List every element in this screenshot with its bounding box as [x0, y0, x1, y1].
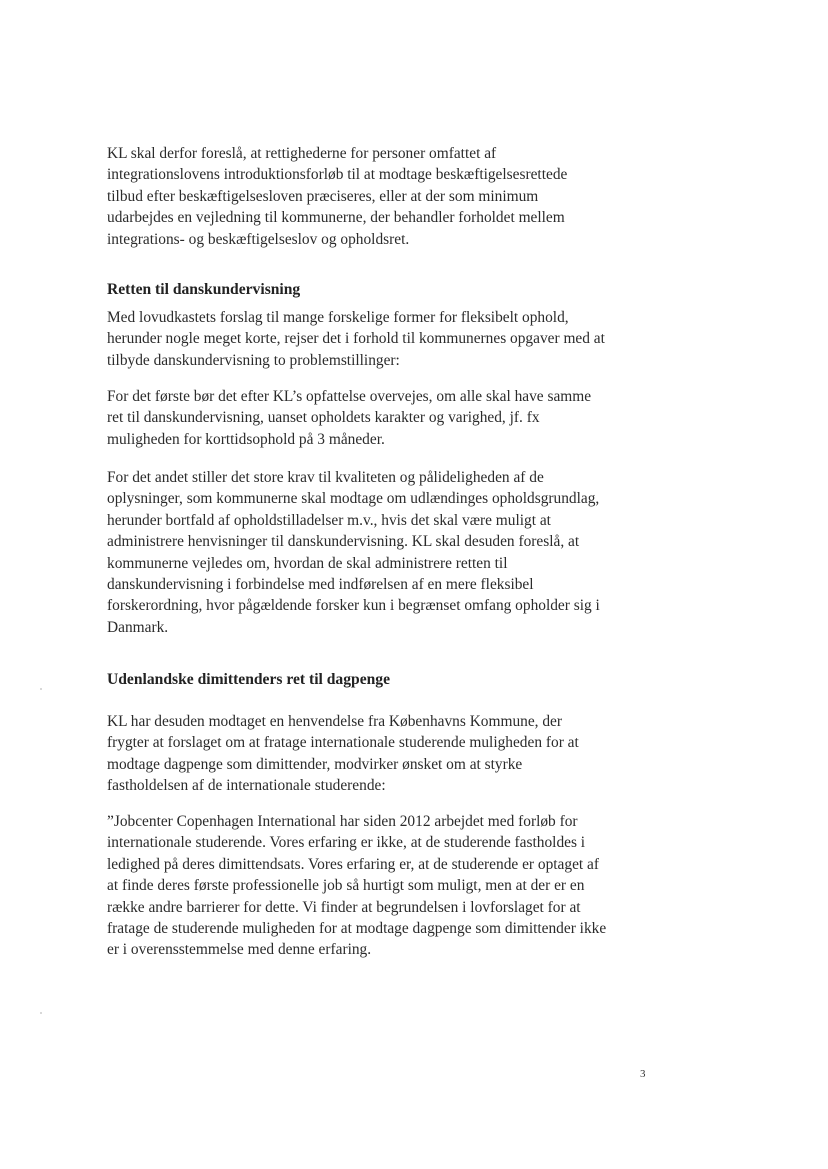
heading-danskundervisning: Retten til danskundervisning: [107, 281, 301, 298]
page-number: 3: [640, 1068, 646, 1080]
intro-paragraph: KL skal derfor foreslå, at rettighederne for personer omfattet af integrationslovens introduktionsforløb til at modtage beskæftigelsesrettede tilbud efter beskæftigelsesloven præciseres, eller at der som minimum udarbejdes en vejledning til kommunerne, der behandler forholdet mellem integrations- og beskæftigelseslov og opholdsret.: [107, 145, 568, 248]
danskundervisning-paragraph-1: Med lovudkastets forslag til mange forskelige former for fleksibelt ophold, herunder nogle meget korte, rejser det i forhold til kommunernes opgaver med at tilbyde danskundervisning to problemstillinger:: [107, 309, 605, 369]
danskundervisning-paragraph-2: For det første bør det efter KL’s opfattelse overvejes, om alle skal have samme ret til danskundervisning, uanset opholdets karakter og varighed, jf. fx muligheden for korttidsophold på 3 måneder.: [107, 388, 592, 448]
dimittender-paragraph-1: KL har desuden modtaget en henvendelse fra Københavns Kommune, der frygter at forslaget om at fratage internationale studerende muligheden for at modtage dagpenge som dimittender, modvirker ønsket om at styrke fastholdelsen af de internationale studerende:: [107, 713, 579, 795]
dimittender-quote-paragraph: ”Jobcenter Copenhagen International har siden 2012 arbejdet med forløb for internationale studerende. Vores erfaring er ikke, at de studerende fastholdes i ledighed på deres dimittendsats. Vores erfaring er, at de studerende er optaget af at finde deres første professionelle job så hurtigt som muligt, men at der er en række andre barrierer for dette. Vi finder at begrundelsen i lovforslaget for at fratage de studerende muligheden for at modtage dagpenge som dimittender ikke er i overensstemmelse med denne erfaring.: [107, 813, 607, 959]
scan-speck: [40, 1012, 42, 1014]
scan-speck: [40, 688, 42, 690]
danskundervisning-paragraph-3: For det andet stiller det store krav til kvaliteten og pålideligheden af de oplysninger, som kommunerne skal modtage om udlændinges opholdsgrundlag, herunder bortfald af opholdstilladelser m.v., hvis det skal være muligt at administrere henvisninger til danskundervisning. KL skal desuden foreslå, at kommunerne vejledes om, hvordan de skal administrere retten til danskundervisning i forbindelse med indførelsen af en mere fleksibel forskerordning, hvor pågældende forsker kun i begrænset omfang opholder sig i Danmark.: [107, 469, 600, 636]
heading-dimittender: Udenlandske dimittenders ret til dagpenge: [107, 671, 391, 688]
